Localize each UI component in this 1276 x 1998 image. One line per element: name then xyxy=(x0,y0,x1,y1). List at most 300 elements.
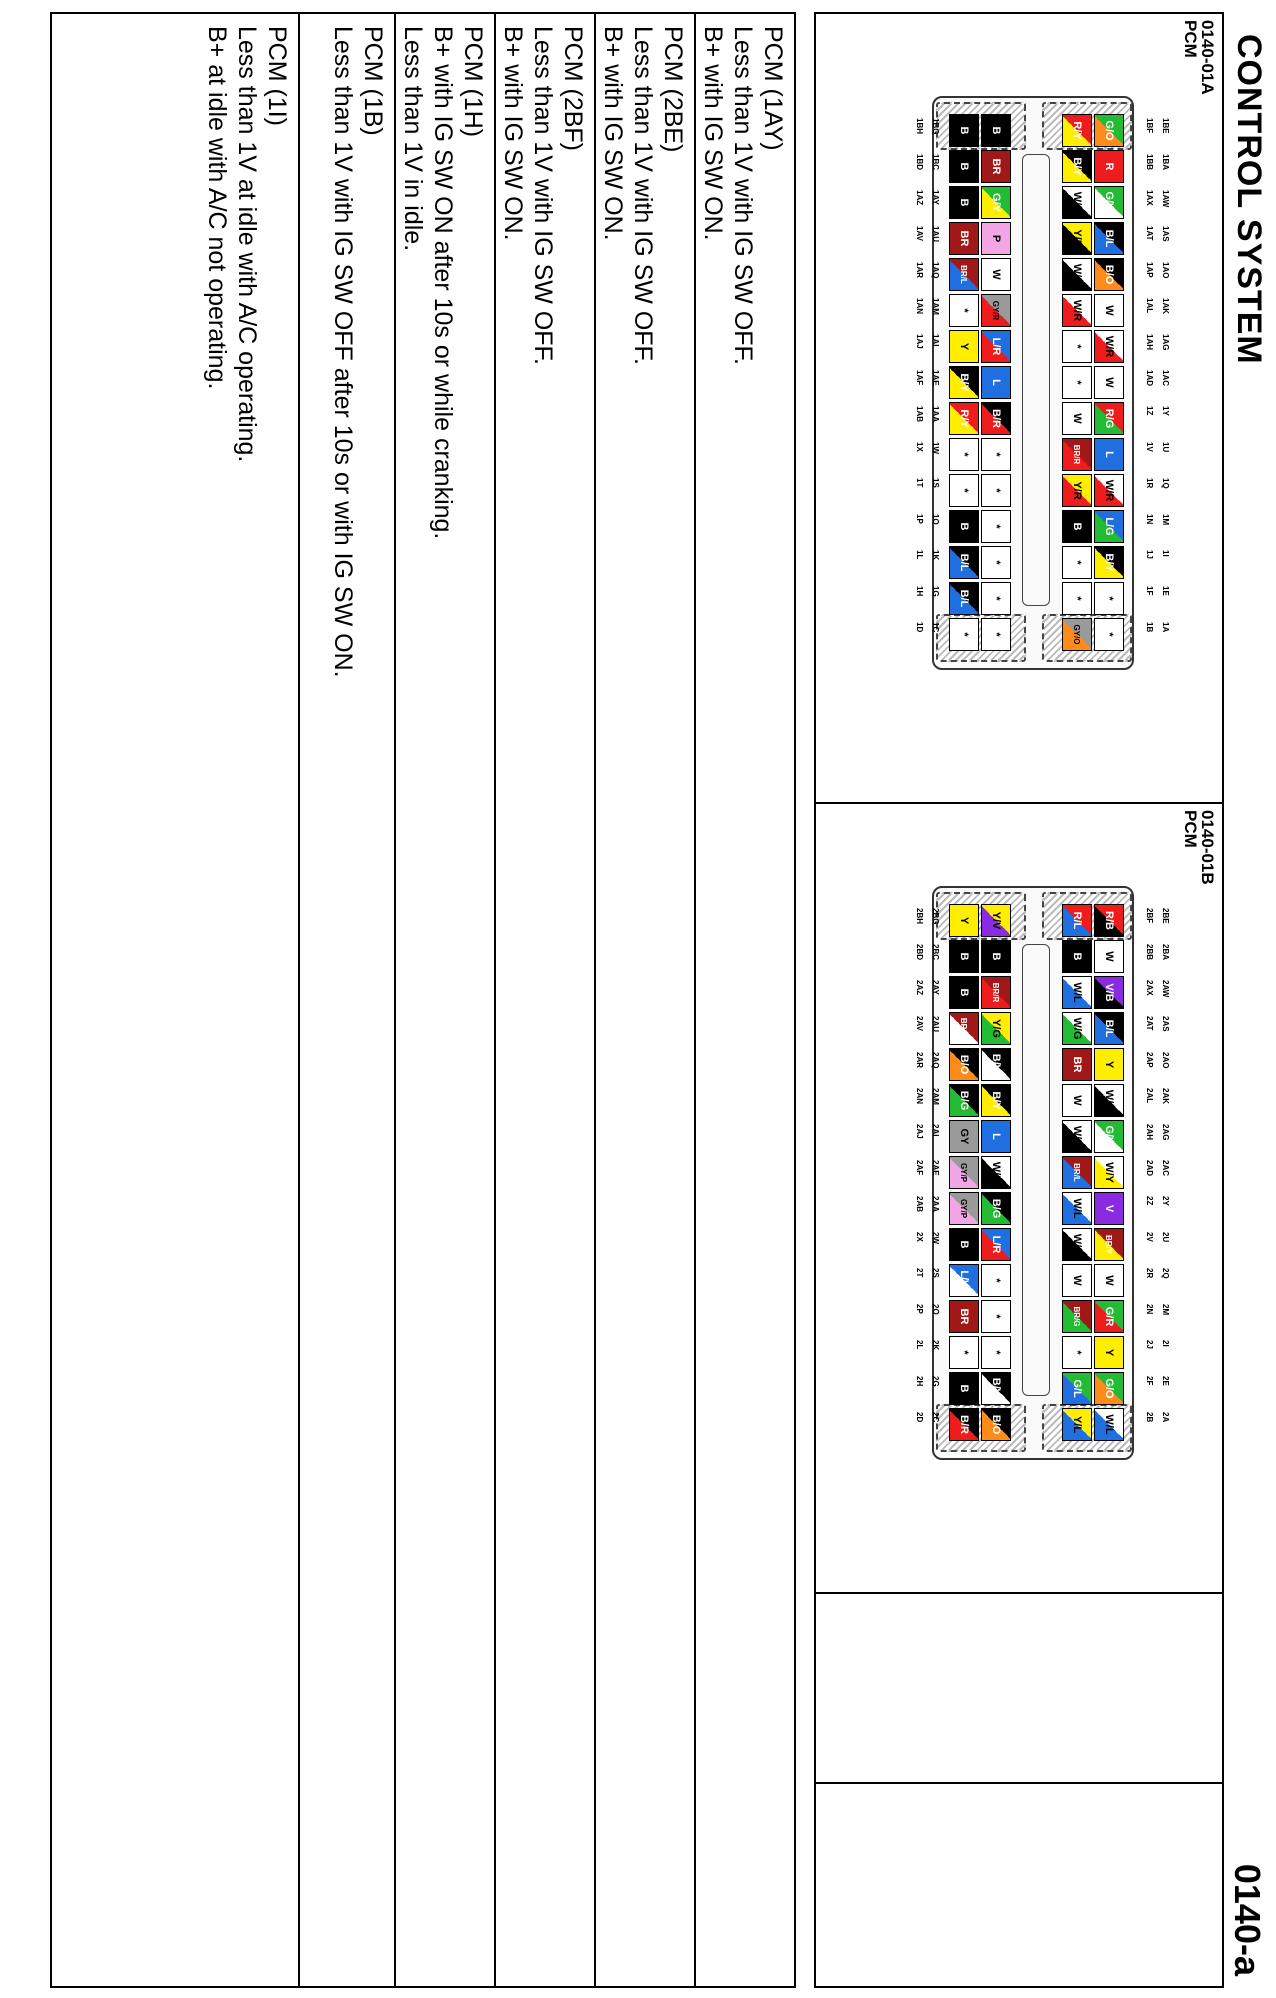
connector-pin xyxy=(1062,474,1092,507)
pin-number-label: 1AE xyxy=(931,370,940,386)
pin-wire-color: B/G xyxy=(990,1198,1002,1219)
connector-pin xyxy=(949,976,979,1009)
spec-row xyxy=(694,14,794,1986)
connector-pin xyxy=(1062,186,1092,219)
connector-pin xyxy=(981,294,1011,327)
pin-wire-color: B/O xyxy=(1103,264,1115,285)
pin-wire-color: R/Y xyxy=(958,409,970,428)
pin-wire-color: B xyxy=(958,198,970,207)
pin-wire-color: W xyxy=(1071,413,1083,424)
pin-number-label: 1Y xyxy=(1161,406,1170,416)
spec-condition: B+ with IG SW ON. xyxy=(599,26,627,241)
pin-number-label: 1BE xyxy=(1161,118,1170,134)
pin-wire-color: G/R xyxy=(1103,1306,1115,1327)
connector-pin xyxy=(981,976,1011,1009)
pin-wire-color: B/L xyxy=(958,589,970,608)
connector-pin xyxy=(1094,1012,1124,1045)
pin-wire-color: W xyxy=(1103,951,1115,962)
pin-wire-color: B/L xyxy=(958,553,970,572)
spec-condition: B+ with IG SW ON. xyxy=(699,26,727,241)
pin-number-label: 2AH xyxy=(1145,1124,1154,1141)
connector-pin xyxy=(1062,438,1092,471)
connector-pin xyxy=(1062,582,1092,615)
connector-pin xyxy=(981,438,1011,471)
connector-pin xyxy=(981,1156,1011,1189)
pin-number-label: 1AX xyxy=(1145,190,1154,206)
connector-name: PCM xyxy=(1181,810,1200,848)
connector-pin xyxy=(949,258,979,291)
pin-wire-color: Y/B xyxy=(1071,229,1083,248)
connector-pin xyxy=(1062,258,1092,291)
pin-number-label: 2N xyxy=(1145,1304,1154,1315)
connector-pin xyxy=(949,546,979,579)
pin-wire-color: BR xyxy=(958,230,970,247)
connector-pin xyxy=(1062,1408,1092,1441)
pin-number-label: 2BE xyxy=(1161,908,1170,924)
pin-number-label: 1AF xyxy=(915,370,924,386)
pin-wire-color: GY/O xyxy=(1072,624,1082,645)
connector-pin xyxy=(981,1084,1011,1117)
connector-pin xyxy=(949,904,979,937)
connector-pin xyxy=(1062,1336,1092,1369)
pin-wire-color: L/R xyxy=(990,1235,1002,1254)
connector-pin xyxy=(949,114,979,147)
pin-wire-color: * xyxy=(958,308,970,313)
pin-number-label: 1T xyxy=(915,478,924,488)
pin-wire-color: B xyxy=(958,1240,970,1249)
pin-number-label: 1Z xyxy=(1145,406,1154,416)
spec-row xyxy=(298,14,394,1986)
pin-wire-color: W xyxy=(990,269,1002,280)
pin-number-label: 2I xyxy=(1161,1340,1170,1347)
pin-wire-color: P xyxy=(990,234,1002,243)
connector-pin xyxy=(949,582,979,615)
pin-number-label: 2AS xyxy=(1161,1016,1170,1032)
pin-wire-color: W xyxy=(1103,377,1115,388)
pin-wire-color: B xyxy=(990,952,1002,961)
pin-wire-color: * xyxy=(990,452,1002,457)
pin-wire-color: BR/Y xyxy=(1104,1234,1114,1255)
connector-pin xyxy=(949,940,979,973)
pin-wire-color: W/B xyxy=(1071,1233,1083,1256)
connector-pin xyxy=(1094,366,1124,399)
pin-number-label: 2A xyxy=(1161,1412,1170,1423)
pin-number-label: 2M xyxy=(1161,1304,1170,1316)
pin-wire-color: W/G xyxy=(1071,1017,1083,1040)
spec-terminal: PCM (1H) xyxy=(459,26,487,138)
pin-wire-color: BR/R xyxy=(991,982,1001,1003)
connector-pin xyxy=(1094,186,1124,219)
connector-pin xyxy=(981,402,1011,435)
connector-pin xyxy=(981,1300,1011,1333)
connector-pin xyxy=(1062,1156,1092,1189)
connector-pin xyxy=(949,186,979,219)
pin-wire-color: B xyxy=(1071,522,1083,531)
pin-wire-color: G/W xyxy=(1103,1125,1115,1148)
spec-terminal: PCM (1AY) xyxy=(759,26,787,151)
pin-wire-color: * xyxy=(958,632,970,637)
pin-number-label: 1AD xyxy=(1145,370,1154,387)
connector-pin xyxy=(949,1084,979,1117)
connector-pin xyxy=(1062,1264,1092,1297)
pin-number-label: 1H xyxy=(915,586,924,597)
pin-wire-color: B xyxy=(990,126,1002,135)
pin-number-label: 1O xyxy=(931,514,940,525)
connector-0140-01A xyxy=(816,14,1222,804)
pin-number-label: 2AU xyxy=(931,1016,940,1033)
connector-pin xyxy=(981,1192,1011,1225)
pin-number-label: 2AE xyxy=(931,1160,940,1176)
pin-wire-color: BR xyxy=(990,158,1002,175)
pin-number-label: 2V xyxy=(1145,1232,1154,1242)
pin-number-label: 2B xyxy=(1145,1412,1154,1423)
pin-number-label: 2AV xyxy=(915,1016,924,1031)
connector-pin xyxy=(1094,1264,1124,1297)
pin-number-label: 1F xyxy=(1145,586,1154,596)
pin-wire-color: * xyxy=(990,560,1002,565)
connector-pin xyxy=(981,618,1011,651)
pin-wire-color: B xyxy=(958,522,970,531)
pin-wire-color: W/B xyxy=(1071,191,1083,214)
connector-pin xyxy=(949,222,979,255)
pin-number-label: 1AO xyxy=(1161,262,1170,279)
pin-wire-color: L/G xyxy=(1103,517,1115,536)
connector-pin xyxy=(949,1120,979,1153)
pin-number-label: 2Q xyxy=(1161,1268,1170,1279)
pin-number-label: 2AZ xyxy=(915,980,924,996)
connector-pin xyxy=(981,940,1011,973)
connector-pin xyxy=(949,1300,979,1333)
pin-wire-color: BR/L xyxy=(1072,1163,1082,1182)
pin-wire-color: W/R xyxy=(1103,335,1115,358)
pin-wire-color: Y/L xyxy=(1071,1415,1083,1434)
connector-pin xyxy=(949,438,979,471)
connector-pin xyxy=(1062,940,1092,973)
pin-number-label: 2R xyxy=(1145,1268,1154,1279)
pin-number-label: 1AB xyxy=(915,406,924,423)
connector-pin xyxy=(981,258,1011,291)
pin-wire-color: B/O xyxy=(990,1414,1002,1435)
pin-number-label: 1C xyxy=(931,622,940,633)
connector-pin xyxy=(949,150,979,183)
connector-pin xyxy=(1094,1372,1124,1405)
connector-pin xyxy=(949,510,979,543)
connector-pin xyxy=(1094,904,1124,937)
connector-pin xyxy=(949,1372,979,1405)
pin-number-label: 2C xyxy=(931,1412,940,1423)
connector-pin xyxy=(1094,976,1124,1009)
connector-pin xyxy=(1094,150,1124,183)
pin-number-label: 1AV xyxy=(915,226,924,241)
pin-number-label: 1I xyxy=(1161,550,1170,557)
connector-pin xyxy=(1062,1192,1092,1225)
page-title: CONTROL SYSTEM xyxy=(1230,34,1268,365)
pin-number-label: 2Z xyxy=(1145,1196,1154,1206)
pin-number-label: 1AH xyxy=(1145,334,1154,351)
pin-wire-color: R/Y xyxy=(1071,121,1083,140)
pin-number-label: 2BH xyxy=(915,908,924,925)
pin-wire-color: B/L xyxy=(1103,229,1115,248)
empty-cell xyxy=(816,1784,1222,1986)
page-code: 0140-a xyxy=(1227,1863,1268,1976)
pin-wire-color: W/R xyxy=(1103,479,1115,502)
connector-pin xyxy=(981,1264,1011,1297)
spec-row xyxy=(52,14,298,1986)
pin-wire-color: Y/R xyxy=(1071,481,1083,500)
pin-wire-color: * xyxy=(1103,596,1115,601)
spec-condition: B+ at idle with A/C not operating. xyxy=(203,26,231,390)
empty-cell xyxy=(816,1594,1222,1784)
pin-number-label: 1AL xyxy=(1145,298,1154,314)
connector-pin xyxy=(981,1048,1011,1081)
pin-number-label: 2W xyxy=(931,1232,940,1244)
pin-number-label: 2AP xyxy=(1145,1052,1154,1068)
connector-pin xyxy=(1062,1228,1092,1261)
pin-number-label: 1AP xyxy=(1145,262,1154,278)
pin-number-label: 1AU xyxy=(931,226,940,243)
connector-pin xyxy=(1094,1048,1124,1081)
connector-pin xyxy=(981,222,1011,255)
spec-terminal: PCM (1B) xyxy=(359,26,387,136)
pin-wire-color: * xyxy=(990,596,1002,601)
pin-number-label: 1D xyxy=(915,622,924,633)
pin-number-label: 2AB xyxy=(915,1196,924,1213)
connector-pin xyxy=(1094,618,1124,651)
connector-pin xyxy=(981,582,1011,615)
pin-wire-color: W/B xyxy=(1103,1089,1115,1112)
pin-number-label: 1BF xyxy=(1145,118,1154,134)
pin-number-label: 2U xyxy=(1161,1232,1170,1243)
connector-pin xyxy=(1062,1048,1092,1081)
connector-pin xyxy=(1094,1336,1124,1369)
pin-number-label: 2E xyxy=(1161,1376,1170,1386)
pin-number-label: 1R xyxy=(1145,478,1154,489)
pin-wire-color: B xyxy=(958,988,970,997)
pin-number-label: 2X xyxy=(915,1232,924,1242)
pin-number-label: 1AQ xyxy=(931,262,940,279)
connector-pin xyxy=(1094,1120,1124,1153)
connector-pin xyxy=(981,1336,1011,1369)
pin-number-label: 1AM xyxy=(931,298,940,315)
pin-number-label: 1S xyxy=(931,478,940,488)
connector-panel xyxy=(814,12,1224,1988)
pin-number-label: 2AT xyxy=(1145,1016,1154,1031)
pin-number-label: 1AG xyxy=(1161,334,1170,351)
connector-pin xyxy=(981,1372,1011,1405)
pin-number-label: 2H xyxy=(915,1376,924,1387)
spec-terminal: PCM (2BF) xyxy=(559,26,587,151)
spec-condition: B+ with IG SW ON. xyxy=(499,26,527,241)
pin-wire-color: W/L xyxy=(1071,1198,1083,1219)
pin-wire-color: B/Y xyxy=(1071,157,1083,176)
pin-number-label: 1Q xyxy=(1161,478,1170,489)
pin-wire-color: GY/R xyxy=(991,300,1001,321)
connector-pin xyxy=(1062,904,1092,937)
pin-number-label: 2AO xyxy=(1161,1052,1170,1069)
pin-number-label: 1BB xyxy=(1145,154,1154,171)
connector-pin xyxy=(981,186,1011,219)
connector-pin xyxy=(949,618,979,651)
connector-pin xyxy=(981,1228,1011,1261)
pin-wire-color: * xyxy=(1071,380,1083,385)
connector-code: 0140-01A xyxy=(1198,20,1217,95)
pin-wire-color: BR xyxy=(958,1308,970,1325)
pin-wire-color: Y/V xyxy=(990,911,1002,930)
connector-center-rib xyxy=(1022,944,1050,1396)
pin-number-label: 1BD xyxy=(915,154,924,171)
pin-number-label: 1AW xyxy=(1161,190,1170,208)
pin-wire-color: * xyxy=(1071,596,1083,601)
connector-pin xyxy=(981,510,1011,543)
pin-wire-color: W xyxy=(1071,1275,1083,1286)
pin-wire-color: W xyxy=(1103,305,1115,316)
connector-pin xyxy=(1094,1156,1124,1189)
spec-condition: Less than 1V with IG SW OFF. xyxy=(729,26,757,366)
pin-number-label: 2AC xyxy=(1161,1160,1170,1177)
connector-pin xyxy=(1062,510,1092,543)
pin-number-label: 1BG xyxy=(931,118,940,135)
pin-wire-color: B/L xyxy=(1103,1019,1115,1038)
pin-number-label: 1X xyxy=(915,442,924,452)
connector-pin xyxy=(1094,294,1124,327)
pin-wire-color: G/Y xyxy=(990,193,1002,212)
connector-pin xyxy=(981,1120,1011,1153)
connector-pin xyxy=(1062,150,1092,183)
pin-number-label: 1AA xyxy=(931,406,940,423)
pin-wire-color: V xyxy=(1103,1204,1115,1213)
connector-pin xyxy=(981,1408,1011,1441)
pin-wire-color: * xyxy=(958,1350,970,1355)
connector-pin xyxy=(1094,258,1124,291)
pin-wire-color: GY/P xyxy=(959,1198,969,1219)
connector-pin xyxy=(1062,1084,1092,1117)
connector-pin xyxy=(949,1012,979,1045)
pin-wire-color: W/B xyxy=(1071,1125,1083,1148)
pin-wire-color: B xyxy=(958,162,970,171)
pin-number-label: 2BC xyxy=(931,944,940,961)
pin-wire-color: R/B xyxy=(1103,911,1115,930)
pin-wire-color: BR/R xyxy=(1072,444,1082,465)
connector-pin xyxy=(981,114,1011,147)
pin-number-label: 1B xyxy=(1145,622,1154,633)
pin-wire-color: G/L xyxy=(1071,1379,1083,1398)
pin-wire-color: BR/G xyxy=(1072,1306,1082,1327)
pin-number-label: 1BA xyxy=(1161,154,1170,171)
connector-pin xyxy=(981,904,1011,937)
spec-condition: Less than 1V at idle with A/C operating. xyxy=(233,26,261,463)
connector-pin xyxy=(1094,114,1124,147)
pin-number-label: 1P xyxy=(915,514,924,524)
pin-number-label: 2L xyxy=(915,1340,924,1350)
connector-pin xyxy=(1094,1192,1124,1225)
spec-terminal: PCM (1I) xyxy=(263,26,291,126)
pin-number-label: 1AS xyxy=(1161,226,1170,242)
connector-pin xyxy=(1062,366,1092,399)
pin-number-label: 2BB xyxy=(1145,944,1154,961)
pin-number-label: 2BD xyxy=(915,944,924,961)
pin-wire-color: B/W xyxy=(990,1377,1002,1400)
pin-number-label: 1W xyxy=(931,442,940,454)
connector-pin xyxy=(1062,1300,1092,1333)
connector-center-rib xyxy=(1022,154,1050,606)
pin-number-label: 2AY xyxy=(931,980,940,995)
pin-wire-color: * xyxy=(1071,1350,1083,1355)
voltage-spec-table xyxy=(50,12,796,1988)
connector-pin xyxy=(1094,402,1124,435)
pin-number-label: 1AY xyxy=(931,190,940,205)
pin-number-label: 1AK xyxy=(1161,298,1170,315)
connector-pin xyxy=(1062,1120,1092,1153)
pin-wire-color: L/R xyxy=(990,337,1002,356)
pin-number-label: 2AM xyxy=(931,1088,940,1105)
pin-number-label: 2G xyxy=(931,1376,940,1387)
pin-wire-color: * xyxy=(990,1314,1002,1319)
pin-wire-color: * xyxy=(958,452,970,457)
connector-pin xyxy=(1094,582,1124,615)
connector-pin xyxy=(949,294,979,327)
connector-pin xyxy=(981,546,1011,579)
pin-number-label: 2K xyxy=(931,1340,940,1351)
pin-wire-color: V/B xyxy=(1103,983,1115,1002)
connector-pin xyxy=(949,1336,979,1369)
pin-number-label: 1K xyxy=(931,550,940,561)
connector-pin xyxy=(981,474,1011,507)
connector-pin xyxy=(1094,222,1124,255)
pin-wire-color: * xyxy=(958,488,970,493)
pin-number-label: 2S xyxy=(931,1268,940,1278)
pin-wire-color: * xyxy=(990,1278,1002,1283)
connector-pin xyxy=(1094,1228,1124,1261)
pin-wire-color: G/W xyxy=(1103,191,1115,214)
pin-number-label: 2AF xyxy=(915,1160,924,1176)
connector-pin xyxy=(1062,222,1092,255)
pin-wire-color: B xyxy=(958,126,970,135)
pin-wire-color: B/O xyxy=(958,1054,970,1075)
connector-name: PCM xyxy=(1181,20,1200,58)
pin-wire-color: G/O xyxy=(1103,120,1115,141)
pin-wire-color: GY xyxy=(958,1128,970,1145)
connector-pin xyxy=(1094,546,1124,579)
pin-number-label: 2O xyxy=(931,1304,940,1315)
pin-wire-color: L xyxy=(990,379,1002,386)
connector-pin xyxy=(1062,546,1092,579)
pin-wire-color: Y xyxy=(958,342,970,351)
pin-wire-color: * xyxy=(1071,344,1083,349)
spec-row xyxy=(394,14,494,1986)
pin-number-label: 1AZ xyxy=(915,190,924,206)
pin-number-label: 2F xyxy=(1145,1376,1154,1386)
connector-pin xyxy=(1094,1300,1124,1333)
pin-number-label: 1AT xyxy=(1145,226,1154,241)
spec-row xyxy=(494,14,594,1986)
pin-number-label: 1L xyxy=(915,550,924,560)
pin-number-label: 2AI xyxy=(931,1124,940,1137)
pin-number-label: 2AQ xyxy=(931,1052,940,1069)
connector-pin xyxy=(949,402,979,435)
spec-terminal: PCM (2BE) xyxy=(659,26,687,153)
pin-wire-color: W xyxy=(1103,1275,1115,1286)
pin-wire-color: B/R xyxy=(990,409,1002,428)
pin-number-label: 2AN xyxy=(915,1088,924,1105)
pin-number-label: 2AD xyxy=(1145,1160,1154,1177)
pin-number-label: 1E xyxy=(1161,586,1170,596)
pin-wire-color: L/W xyxy=(958,1270,970,1291)
pin-wire-color: L xyxy=(990,1133,1002,1140)
pin-wire-color: * xyxy=(990,1350,1002,1355)
connector-pin xyxy=(949,1264,979,1297)
pin-number-label: 2BG xyxy=(931,908,940,925)
pin-number-label: 1A xyxy=(1161,622,1170,633)
